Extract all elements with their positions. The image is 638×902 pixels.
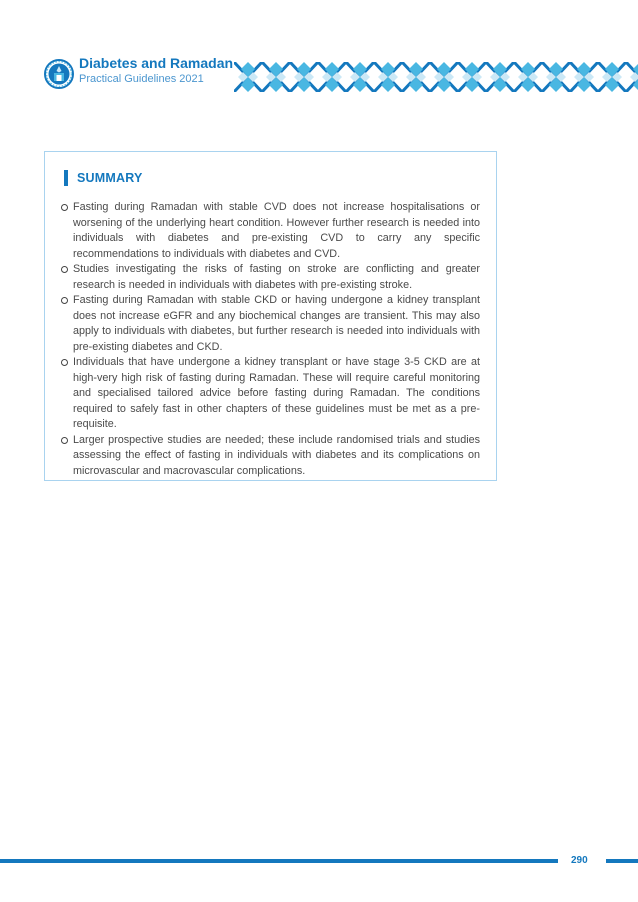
summary-item [60, 293, 480, 355]
page-header [0, 0, 638, 110]
summary-heading-bar [64, 170, 68, 186]
summary-item [60, 355, 480, 433]
page-number: 290 [571, 855, 588, 866]
summary-item-text: Studies investigating the risks of fasting on stroke are conflicting and greater research is needed in individuals with diabetes with pre-existing stroke. [73, 263, 480, 291]
diabetes-ramadan-logo-icon [44, 59, 74, 89]
summary-item-text: Fasting during Ramadan with stable CVD does not increase hospitalisations or worsening of the underlying heart condition. However further research is needed into individuals with diabetes and pre-existing CVD to carry any specific recommendations to individuals with diabetes and CVD. [73, 201, 480, 260]
decorative-pattern-banner [234, 62, 638, 92]
summary-item-text: Fasting during Ramadan with stable CKD or having undergone a kidney transplant does not increase eGFR and any biochemical changes are transient. This may also apply to individuals with diabetes, but further research is needed into individuals with pre-existing diabetes and CKD. [73, 294, 480, 353]
summary-box [44, 151, 497, 481]
circle-bullet-icon [61, 204, 68, 211]
circle-bullet-icon [61, 359, 68, 366]
summary-list [60, 200, 480, 479]
summary-item [60, 200, 480, 262]
circle-bullet-icon [61, 266, 68, 273]
summary-item-text: Larger prospective studies are needed; these include randomised trials and studies assessing the effect of fasting in individuals with diabetes and its complications on microvascular and macrovascular complications. [73, 433, 480, 477]
document-subtitle: Practical Guidelines 2021 [79, 73, 204, 85]
footer-rule-right [606, 859, 638, 863]
footer-rule-left [0, 859, 558, 863]
summary-heading: SUMMARY [77, 171, 143, 185]
circle-bullet-icon [61, 437, 68, 444]
document-title: Diabetes and Ramadan [79, 55, 234, 71]
summary-item-text: Individuals that have undergone a kidney transplant or have stage 3-5 CKD are at high-very high risk of fasting during Ramadan. These will require careful monitoring and specialised tailored advice before fasting during Ramadan. The conditions required to safely fast in other chapters of these guidelines must be met as a pre-requisite. [73, 356, 480, 430]
summary-item [60, 433, 480, 480]
circle-bullet-icon [61, 297, 68, 304]
summary-item [60, 262, 480, 293]
